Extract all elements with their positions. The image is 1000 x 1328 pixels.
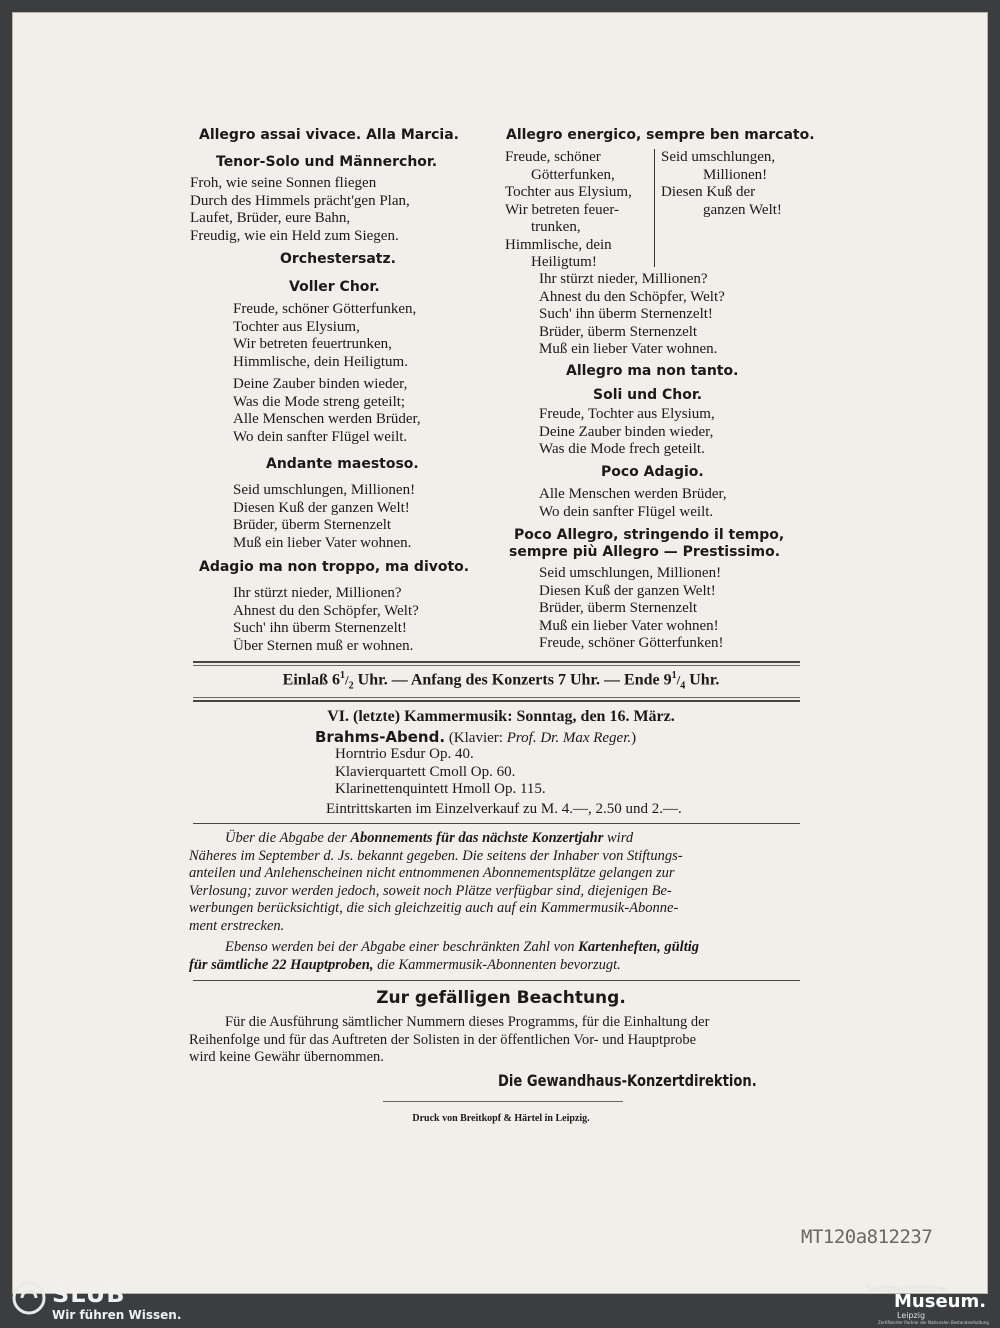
heading-orchestersatz: Orchestersatz.	[280, 251, 396, 267]
verse-freude	[233, 301, 416, 371]
beachtung-line: Reihenfolge und für das Auftreten der Solisten in der öffentlichen Vor- und Hauptprobe	[189, 1031, 697, 1048]
verse-stuerzt	[233, 585, 419, 655]
verse-line: Alle Menschen werden Brüder,	[233, 411, 421, 427]
verse-line: Brüder, überm Sternenzelt	[539, 323, 698, 340]
beachtung-text	[189, 1014, 809, 1067]
verse-line: Freude, Tochter aus Elysium,	[539, 406, 715, 422]
verse-line: Millionen!	[703, 166, 768, 183]
verse-line: Ihr stürzt nieder, Millionen?	[539, 271, 708, 287]
heading-allegro-energico: Allegro energico, sempre ben marcato.	[506, 127, 815, 143]
work-item: Klarinettenquintett Hmoll Op. 115.	[335, 781, 546, 797]
verse-line: Muß ein lieber Vater wohnen.	[233, 534, 412, 551]
verse-ihr-stuerzt	[539, 271, 725, 359]
notice-text: wird	[603, 830, 634, 846]
verse-line: Ahnest du den Schöpfer, Welt?	[539, 288, 725, 305]
verse-line: Heiligtum!	[531, 254, 597, 270]
verse-line: Freude, schöner Götterfunken,	[233, 301, 417, 317]
verse-line: Wir betreten feuer-	[505, 201, 620, 218]
fraction-denominator: 4	[680, 680, 686, 692]
heading-poco-adagio: Poco Adagio.	[601, 464, 704, 480]
verse-seid-umschlungen	[539, 565, 724, 653]
verse-line: Laufet, Brüder, eure Bahn,	[190, 210, 351, 226]
notice-bold: Abonnements für das nächste Konzertjahr	[350, 830, 604, 846]
heading-adagio: Adagio ma non troppo, ma divoto.	[199, 559, 470, 575]
verse-umschlungen	[233, 482, 415, 552]
museum-city: Leipzig	[897, 1311, 926, 1320]
verse-line: Über Sternen muß er wohnen.	[233, 637, 414, 654]
slub-logo-icon	[12, 1281, 46, 1315]
verse-line: Diesen Kuß der ganzen Welt!	[233, 499, 410, 516]
verse-line: Seid umschlungen,	[661, 149, 776, 165]
heading-andante: Andante maestoso.	[266, 456, 419, 472]
verse-line: Brüder, überm Sternenzelt	[233, 517, 392, 533]
verse-line: Ihr stürzt nieder, Millionen?	[233, 585, 402, 601]
verse-line: Alle Menschen werden Brüder,	[539, 486, 727, 502]
verse-line: Ahnest du den Schöpfer, Welt?	[233, 602, 419, 619]
fraction-numerator: 1	[671, 670, 677, 681]
verse-line: Was die Mode frech geteilt.	[539, 441, 705, 457]
heading-allegro-assai: Allegro assai vivace. Alla Marcia.	[199, 127, 459, 143]
verse-line: Freude, schöner	[505, 149, 601, 165]
beachtung-line: Für die Ausführung sämtlicher Nummern dieses Programms, für die Einhaltung der	[225, 1014, 710, 1030]
ende-text: Uhr.	[685, 671, 720, 689]
verse-line: Himmlische, dein	[505, 236, 612, 253]
beachtung-line: wird keine Gewähr übernommen.	[189, 1049, 384, 1065]
pianist-name: Prof. Dr. Max Reger.	[506, 730, 632, 746]
verse-alle-menschen	[539, 486, 727, 521]
printer-rule	[383, 1101, 623, 1102]
notice-bold: Kartenheften, gültig	[578, 939, 700, 955]
work-item: Horntrio Esdur Op. 40.	[335, 746, 474, 762]
verse-line: Such' ihn überm Sternenzelt!	[233, 620, 407, 636]
notice-line: anteilen und Anlehenscheinen nicht entnommenen Abonnementsplätze gelangen zur	[189, 865, 675, 881]
divider-notice	[193, 823, 800, 824]
heading-soli-und-chor: Soli und Chor.	[593, 387, 703, 403]
verse-col-a	[505, 149, 632, 272]
printer-credit: Druck von Breitkopf & Härtel in Leipzig.	[412, 1113, 590, 1124]
museum-label: Stadtgeschichtliches	[866, 1284, 949, 1293]
notice-line: werbungen berücksichtigt, die sich gleichzeitig auch auf ein Kammermusik-Abonne-	[189, 900, 679, 916]
rule-bottom	[193, 700, 800, 702]
works-list	[335, 746, 546, 799]
notice-text: die Kammermusik-Abonnenten bevorzugt.	[373, 956, 621, 973]
verse-line: Tochter aus Elysium,	[233, 318, 360, 335]
klavier-label: (Klavier:	[448, 730, 507, 746]
verse-froh	[190, 175, 410, 245]
verse-line: Muß ein lieber Vater wohnen!	[539, 617, 719, 634]
slub-name: SLUB	[52, 1280, 126, 1308]
verse-col-b	[661, 149, 782, 219]
rule-top-thin	[193, 665, 800, 666]
verse-line: Such' ihn überm Sternenzelt!	[539, 306, 713, 322]
beachtung-title: Zur gefälligen Beachtung.	[376, 988, 626, 1008]
verse-line: trunken,	[531, 219, 581, 235]
verse-line: Himmlische, dein Heiligtum.	[233, 353, 408, 370]
shelfmark: MT120a812237	[801, 1226, 933, 1248]
brahms-line	[315, 728, 636, 747]
verse-line: ganzen Welt!	[703, 201, 782, 218]
verse-line: Diesen Kuß der	[661, 184, 756, 200]
fraction-numerator: 1	[340, 670, 346, 681]
verse-line: Wir betreten feuertrunken,	[233, 336, 392, 352]
time-info: Einlaß $6^1/_2$ Uhr. — Anfang des Konzerts 7 Uhr. — Ende $9^1/_4$ Uhr.	[282, 670, 720, 692]
abonnement-notice	[189, 830, 809, 974]
divider-beachtung	[193, 980, 800, 981]
notice-text: Über die Abgabe der	[225, 830, 351, 846]
heading-voller-chor: Voller Chor.	[289, 279, 380, 295]
verse-tochter	[539, 406, 715, 459]
verse-line: Brüder, überm Sternenzelt	[539, 600, 698, 616]
verse-line: Deine Zauber binden wieder,	[233, 376, 408, 392]
verse-line: Durch des Himmels prächt'gen Plan,	[190, 192, 410, 209]
verse-line: Muß ein lieber Vater wohnen.	[539, 341, 718, 357]
slub-slogan: Wir führen Wissen.	[52, 1308, 182, 1322]
brahms-abend: Brahms-Abend.	[315, 728, 446, 746]
verse-line: Seid umschlungen, Millionen!	[539, 565, 722, 581]
klavier-close: )	[631, 730, 637, 746]
notice-line: ment erstrecken.	[189, 917, 285, 934]
verse-line: Diesen Kuß der ganzen Welt!	[539, 582, 716, 599]
footer-bar	[0, 1280, 1000, 1328]
heading-tenor-solo: Tenor-Solo und Männerchor.	[216, 154, 438, 170]
signature: Die Gewandhaus-Konzertdirektion.	[498, 1071, 757, 1090]
verse-line: Seid umschlungen, Millionen!	[233, 482, 416, 498]
heading-poco-allegro: Poco Allegro, stringendo il tempo,	[514, 527, 785, 543]
kammermusik-title: VI. (letzte) Kammermusik: Sonntag, den 16. März.	[327, 708, 675, 725]
document-page	[12, 12, 988, 1294]
notice-text: Ebenso werden bei der Abgabe einer beschränkten Zahl von	[225, 939, 579, 955]
work-item: Klavierquartett Cmoll Op. 60.	[335, 763, 516, 780]
verse-line: Was die Mode streng geteilt;	[233, 393, 406, 410]
ticket-prices: Eintrittskarten im Einzelverkauf zu M. 4.—, 2.50 und 2.—.	[326, 801, 682, 817]
column-divider	[654, 149, 655, 267]
notice-bold: für sämtliche 22 Hauptproben,	[189, 956, 374, 973]
notice-line: Näheres im September d. Js. bekannt gegeben. Die seitens der Inhaber von Stiftungs-	[189, 847, 683, 864]
heading-prestissimo: sempre più Allegro — Prestissimo.	[509, 544, 781, 560]
verse-line: Tochter aus Elysium,	[505, 184, 632, 200]
notice-line: Verlosung; zuvor werden jedoch, soweit noch Plätze verfügbar sind, diejenigen Be-	[189, 882, 672, 899]
verse-line: Götterfunken,	[531, 166, 615, 183]
rule-bottom-thin	[193, 697, 800, 698]
verse-line: Freudig, wie ein Held zum Siegen.	[190, 227, 399, 244]
fraction-denominator: 2	[348, 680, 354, 692]
verse-line: Freude, schöner Götterfunken!	[539, 635, 724, 651]
einlass-text: Einlaß 6	[282, 671, 341, 689]
verse-line: Wo dein sanfter Flügel weilt.	[539, 503, 714, 520]
verse-line: Wo dein sanfter Flügel weilt.	[233, 428, 408, 445]
anfang-text: Uhr. — Anfang des Konzerts 7 Uhr. — Ende 9	[353, 671, 672, 689]
rule-top	[193, 661, 800, 663]
heading-allegro-ma-non-tanto: Allegro ma non tanto.	[566, 363, 739, 379]
verse-zauber	[233, 376, 421, 446]
museum-name: Museum.	[894, 1291, 987, 1312]
museum-certificate: Zertifizierter Partner der Nationalen Bestandserhaltung	[878, 1320, 989, 1325]
verse-line: Froh, wie seine Sonnen fliegen	[190, 175, 377, 191]
verse-line: Deine Zauber binden wieder,	[539, 423, 714, 440]
